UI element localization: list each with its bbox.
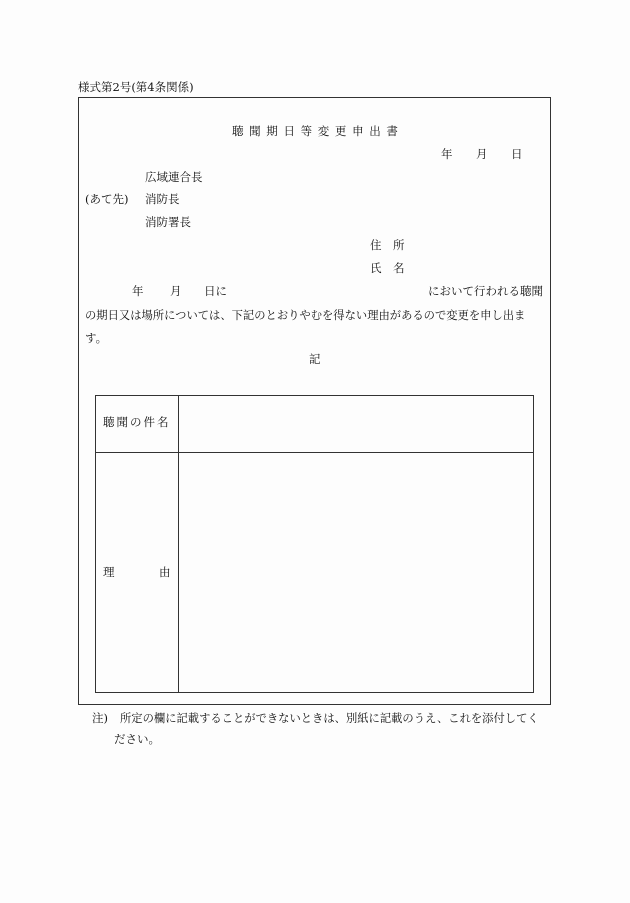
name-label: 氏 名 [370,261,405,275]
addressee-label: (あて先) [85,192,129,206]
body-line-3: す。 [85,331,108,345]
body-held-suffix: において行われる聴聞 [428,284,543,298]
body-line-2: の期日又は場所については、下記のとおりやむを得ない理由があるので変更を申し出ま [85,309,526,322]
addressee-line-1: 広域連合長 [145,170,203,184]
case-name-label: 聴聞の件名 [103,415,171,429]
note-line-2: ださい。 [114,732,160,746]
date-month: 月 [476,147,488,161]
form-number: 様式第2号(第4条関係) [78,80,194,94]
body-year: 年 [132,284,144,298]
body-day: 日に [204,284,227,298]
form-title: 聴 聞 期 日 等 変 更 申 出 書 [232,124,399,138]
reason-label-right: 由 [159,565,171,579]
reason-label-left: 理 [103,565,115,579]
date-year: 年 [441,147,453,161]
reason-table [95,395,534,693]
date-day: 日 [511,147,523,161]
address-label: 住 所 [370,238,405,252]
ki-heading: 記 [309,352,321,366]
table-column-divider [178,396,179,692]
addressee-line-3: 消防署長 [145,215,191,229]
body-month: 月 [170,284,182,298]
note-prefix: 注) [92,711,108,725]
note-line-1: 所定の欄に記載することができないときは、別紙に記載のうえ、これを添付してく [120,712,539,725]
table-row-divider [96,452,533,453]
addressee-line-2: 消防長 [145,192,180,206]
